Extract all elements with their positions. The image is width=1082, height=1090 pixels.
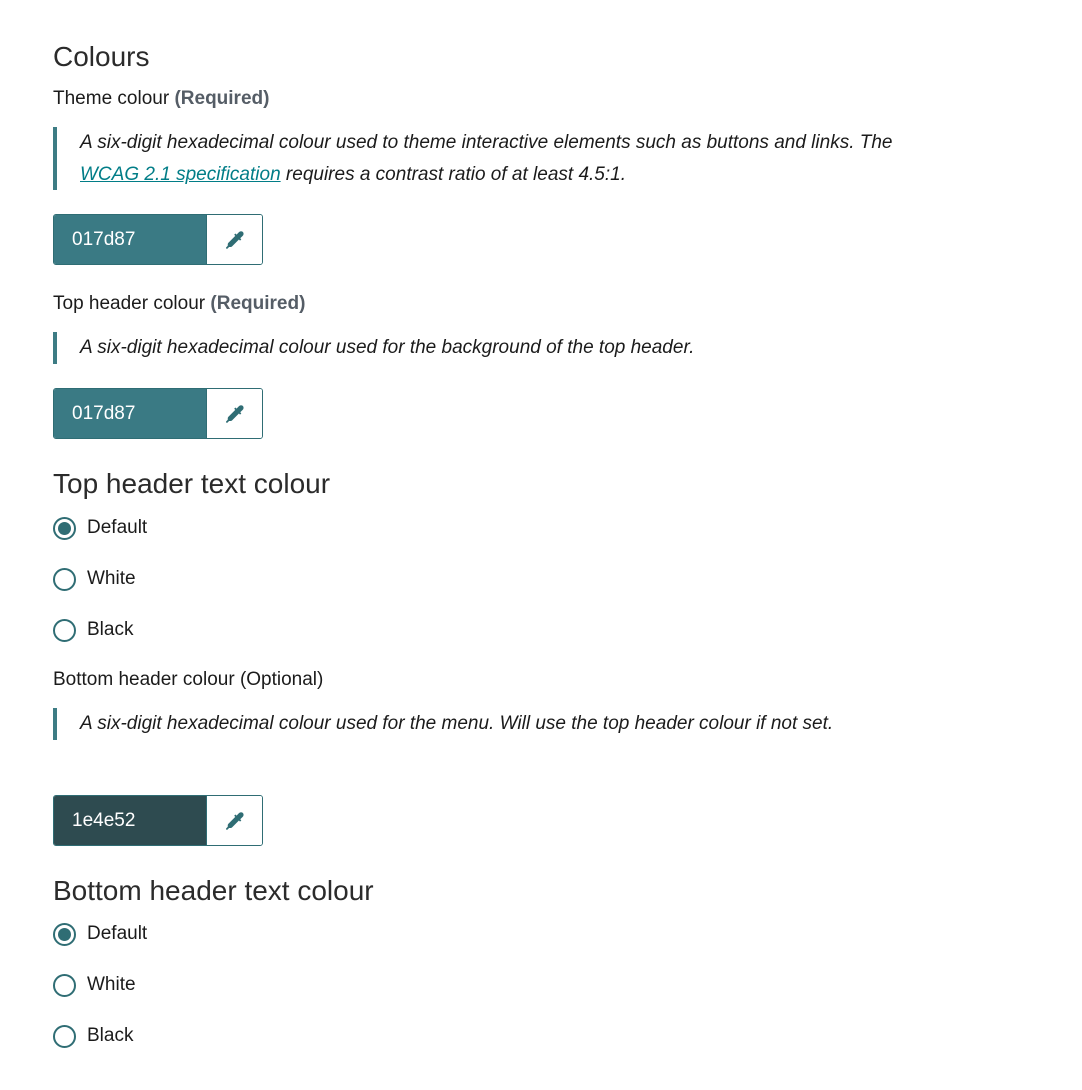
theme-colour-hint <box>53 127 900 190</box>
radio-label: White <box>87 974 136 995</box>
top-header-colour-input[interactable] <box>53 388 263 439</box>
theme-colour-value[interactable]: 017d87 <box>54 215 206 264</box>
radio-label: Default <box>87 517 148 538</box>
bottom-header-text-colour-heading: Bottom header text colour <box>53 875 374 906</box>
radio-button[interactable] <box>53 974 76 997</box>
theme-hint-text-after: requires a contrast ratio of at least 4.5:1. <box>280 163 626 185</box>
radio-label: Default <box>87 923 148 944</box>
required-tag: (Required) <box>210 293 306 314</box>
required-tag: (Required) <box>174 88 270 109</box>
theme-colour-picker-button[interactable] <box>206 215 262 264</box>
wcag-link[interactable]: WCAG 2.1 specification <box>80 163 281 185</box>
top-header-colour-label-text: Top header colour <box>53 293 206 314</box>
eyedropper-icon <box>224 229 246 251</box>
theme-colour-input[interactable] <box>53 214 263 265</box>
theme-colour-label-text: Theme colour <box>53 88 170 109</box>
top-header-text-option-white[interactable] <box>53 564 136 594</box>
theme-colour-label <box>53 87 269 111</box>
bottom-header-colour-hint: A six-digit hexadecimal colour used for the menu. Will use the top header colour if not set. <box>53 708 900 740</box>
bottom-header-colour-value[interactable]: 1e4e52 <box>54 796 206 845</box>
bottom-header-text-option-white[interactable] <box>53 970 136 1000</box>
bottom-header-text-option-default[interactable] <box>53 919 147 949</box>
bottom-header-colour-label: Bottom header colour (Optional) <box>53 669 324 690</box>
radio-button[interactable] <box>53 517 76 540</box>
top-header-text-colour-heading: Top header text colour <box>53 468 331 499</box>
radio-button[interactable] <box>53 568 76 591</box>
bottom-header-text-option-black[interactable] <box>53 1021 133 1051</box>
top-header-colour-hint: A six-digit hexadecimal colour used for the background of the top header. <box>53 332 900 364</box>
top-header-colour-picker-button[interactable] <box>206 389 262 438</box>
top-header-colour-value[interactable]: 017d87 <box>54 389 206 438</box>
theme-hint-text-before: A six-digit hexadecimal colour used to theme interactive elements such as buttons and links. The <box>80 132 893 153</box>
eyedropper-icon <box>224 403 246 425</box>
bottom-header-colour-picker-button[interactable] <box>206 796 262 845</box>
radio-label: Black <box>87 619 134 640</box>
radio-button[interactable] <box>53 619 76 642</box>
radio-label: White <box>87 568 136 589</box>
bottom-header-colour-input[interactable] <box>53 795 263 846</box>
radio-button[interactable] <box>53 1025 76 1048</box>
colours-heading: Colours <box>53 41 150 72</box>
eyedropper-icon <box>224 810 246 832</box>
radio-button[interactable] <box>53 923 76 946</box>
top-header-colour-label <box>53 292 305 316</box>
radio-label: Black <box>87 1025 134 1046</box>
top-header-text-option-black[interactable] <box>53 615 133 645</box>
top-header-text-option-default[interactable] <box>53 513 147 543</box>
